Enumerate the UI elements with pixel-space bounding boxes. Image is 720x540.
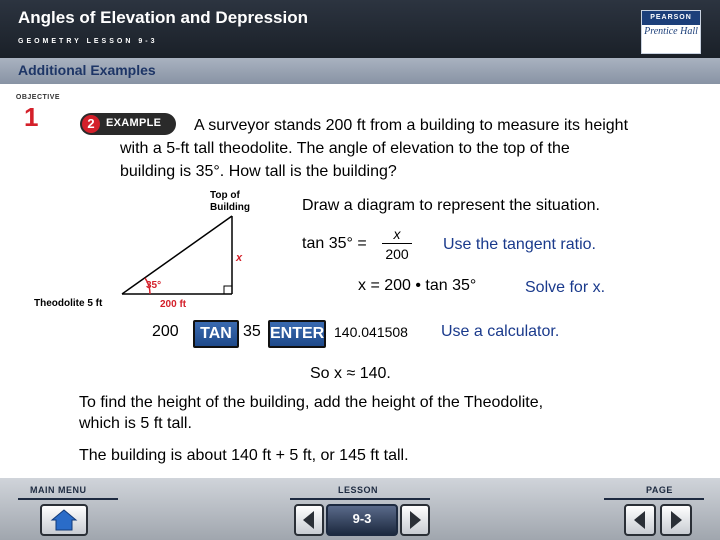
arrow-left-icon — [626, 506, 654, 534]
example-badge — [80, 113, 176, 135]
lesson-next-button[interactable] — [400, 504, 430, 536]
main-menu-button[interactable] — [40, 504, 88, 536]
solve-equation: x = 200 • tan 35° — [358, 277, 477, 294]
problem-line-2: with a 5-ft tall theodolite. The angle of elevation to the top of the — [120, 140, 570, 157]
solve-note: Solve for x. — [525, 279, 606, 296]
fraction-bar — [382, 243, 412, 244]
line-of-sight — [122, 216, 232, 294]
so-x-result: So x ≈ 140. — [310, 365, 391, 382]
main-menu-divider — [18, 498, 118, 500]
objective-badge — [14, 94, 62, 136]
lesson-prev-button[interactable] — [294, 504, 324, 536]
example-number: 2 — [82, 115, 100, 133]
objective-label: OBJECTIVE — [15, 94, 61, 101]
arrow-left-icon — [296, 506, 322, 534]
page-prev-button[interactable] — [624, 504, 656, 536]
tan-fraction-denominator: 200 — [385, 246, 409, 262]
angle-label: 35° — [146, 280, 162, 291]
instruction-text: Draw a diagram to represent the situation. — [302, 197, 600, 214]
page-title: Angles of Elevation and Depression — [18, 8, 309, 27]
prentice-hall-logo-text: Prentice Hall — [644, 26, 698, 37]
problem-line-1: A surveyor stands 200 ft from a building to measure its height — [194, 117, 629, 134]
right-angle-mark — [224, 286, 232, 294]
calc-value-200: 200 — [152, 323, 179, 340]
theodolite-label: Theodolite 5 ft — [34, 298, 103, 309]
conclusion-line-2: which is 5 ft tall. — [79, 415, 192, 432]
page-next-button[interactable] — [660, 504, 692, 536]
triangle-diagram — [30, 188, 290, 318]
main-menu-label: MAIN MENU — [30, 485, 87, 495]
calc-result: 140.041508 — [334, 324, 408, 340]
top-of-building-label-1: Top of — [210, 190, 240, 201]
lesson-label: LESSON — [338, 485, 379, 495]
example-label: EXAMPLE — [106, 117, 162, 129]
lesson-number: 9-3 — [326, 504, 398, 536]
objective-number: 1 — [24, 102, 39, 132]
page-subtitle: GEOMETRY LESSON 9-3 — [18, 38, 158, 45]
tan-fraction-numerator: x — [393, 226, 401, 242]
conclusion-line-3: The building is about 140 ft + 5 ft, or 145 ft tall. — [79, 447, 409, 464]
tangent-note: Use the tangent ratio. — [443, 236, 596, 253]
tan-equation-left: tan 35° = — [302, 235, 367, 252]
pearson-logo-text: PEARSON — [642, 11, 700, 25]
lesson-divider — [290, 498, 430, 500]
base-length-label: 200 ft — [160, 299, 187, 310]
section-title: Additional Examples — [18, 62, 156, 78]
conclusion-line-1: To find the height of the building, add the height of the Theodolite, — [79, 394, 544, 411]
tan-key: TAN — [193, 320, 239, 348]
arrow-right-icon — [402, 506, 428, 534]
page-divider — [604, 498, 704, 500]
top-of-building-label-2: Building — [210, 202, 250, 213]
page-label: PAGE — [646, 485, 673, 495]
arrow-right-icon — [662, 506, 690, 534]
side-x-label: x — [236, 252, 243, 264]
problem-line-3: building is 35°. How tall is the building? — [120, 163, 397, 180]
calc-value-35: 35 — [243, 323, 261, 340]
enter-key: ENTER — [268, 320, 326, 348]
home-icon — [42, 506, 86, 534]
calculator-note: Use a calculator. — [441, 323, 560, 340]
pearson-logo — [641, 10, 701, 54]
